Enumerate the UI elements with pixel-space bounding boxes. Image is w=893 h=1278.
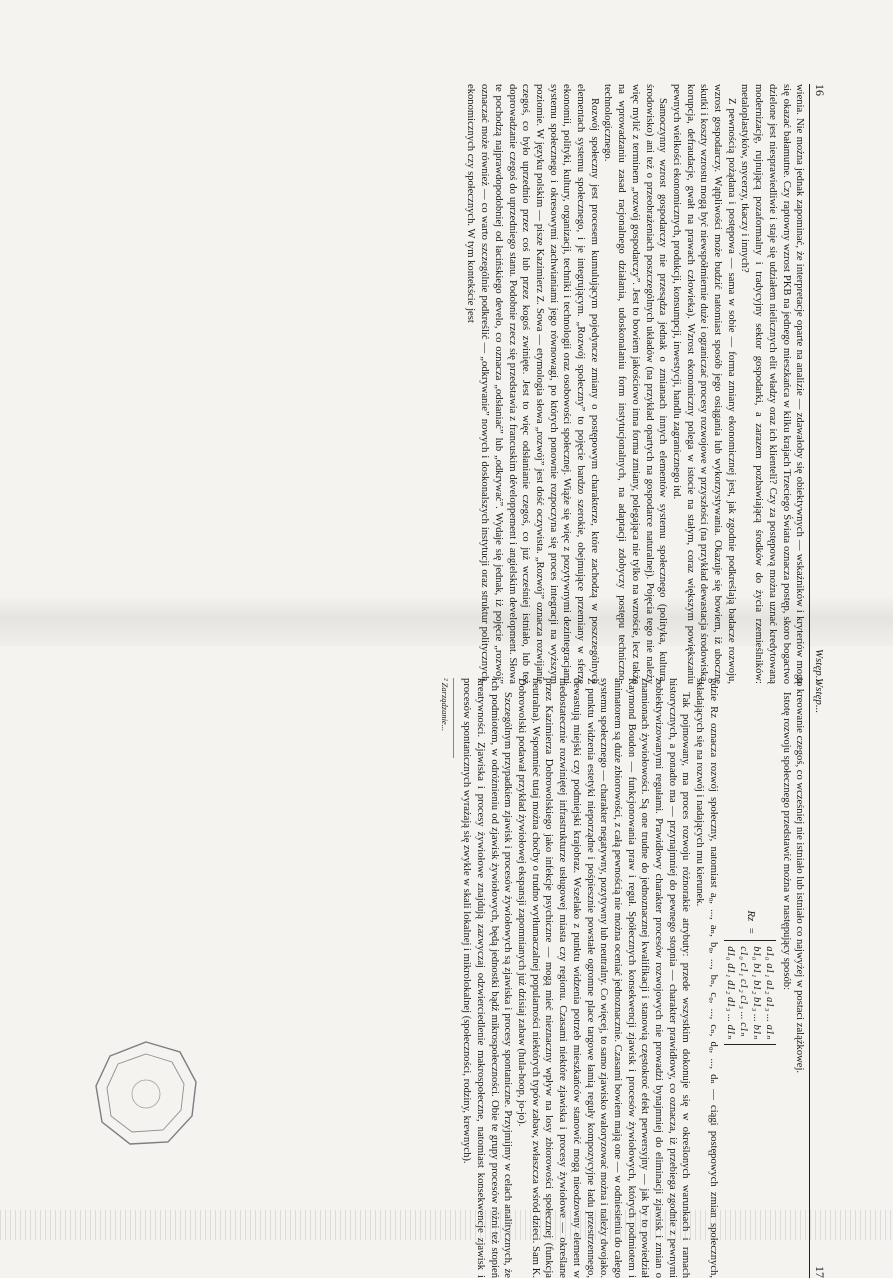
page-17 (437, 678, 826, 1278)
running-head (809, 678, 826, 1278)
page-number: 17 (813, 1266, 827, 1278)
paragraph: Rozwój społeczny jest procesem kumulującym pojedyncze zmiany o postępowym charakterze, które zachodzą w poszczególnych elementach systemu społecznego, i je integrującym. „Rozwój społeczny” to pojęcie bardzo szerokie, obejmujące przemiany w sferze ekonomii, polityki, kultury, organizacji, techniki i technologii oraz osobowości społecznej. Wiąże się więc z pozytywnymi dezintegracjami systemu społecznego i okresowymi zachwianiami jego równowagi, po których ponownie rozpoczyna się proces integracji na wyższym poziomie. W języku polskim — pisze Kazimierz Z. Sowa — etymologia słowa „rozwój” jest dość oczywista. „Rozwój” oznacza rozwijanie czegoś, co było uprzednio przez coś lub przez kogoś zwinięte. Jest to więc odsłanianie czegoś, co już wcześniej istniało, lub też doprowadzanie czegoś do uprzedniego stanu. Podobnie rzecz się przedstawia z francuskim développement i angielskim development. Słowa te pochodzą najprawdopodobniej od łacińskiego develo, co oznacza „odsłaniać” lub „odkrywać”. Wydaje się jednak, iż pojęcie „rozwój” oznaczać może również — co warto szczególnie podkreślić — „odkrywanie” nowych i doskonalszych instytucji oraz struktur politycznych, ekonomicznych czy społecznych. W tym kontekście jest (465, 84, 600, 684)
matrix-row: c1₀ c1₁ c1₂ c1₃ ... c1ₙ (737, 946, 749, 1037)
matrix-row: b1₀ b1₁ b1₂ b1₃ ... b1ₙ (750, 946, 762, 1040)
running-title: Wstęp... (813, 678, 825, 714)
library-stamp-icon (92, 1038, 200, 1148)
formula-matrix (724, 940, 776, 1045)
page-number: 16 (813, 84, 827, 96)
paragraph: Szczególnym przypadkiem zjawisk i procesów żywiołowych są zjawiska i procesy spontaniczne. Przyjmijmy w celach analitycznych, że ich podmiotem, w odróżnieniu od zjawisk żywiołowych, będą jednostki bądź mikrospołeczności. Obie te grupy procesów różni też stopień kreatywności. Zjawiska i procesy żywiołowe znajdują zazwyczaj odzwierciedlenie makrospołeczne, natomiast konsekwencje zjawisk i procesów spontanicznych wyrażają się zwykle w skali lokalnej i mikrolokalnej (społeczności, rodziny, krewnych). (461, 678, 514, 1278)
matrix-row: d1₀ d1₁ d1₂ d1₃ ... d1ₙ (724, 946, 736, 1040)
paragraph: Tak pojmowany, ma proces rozwoju różnorakie atrybuty: przede wszystkim dokonuje się w określonych warunkach i ramach historycznych, a ponadto ma — przynajmniej do pewnego stopnia — charakter prawidłowy, co oznacza, iż przebiega zgodnie z pewnymi zobiektywizowanymi regułami. Prawidłowy charakter procesów rozwojowych nie prowadzi bynajmniej do eliminacji zjawisk i zmian o znamionach żywiołowości. Są one trudne do jednoznacznej kwalifikacji i stanowią częstokroć efekt perwersyjny — jak by to powiedział Raymond Boudon — funkcjonowania praw i reguł. Spółecznych konsekwencji zjawisk i procesów żywiołowych, których podmiotem i animatorem są duże zbiorowości, z całą pewnością nie można oceniać jednoznacznie. Czasami bowiem mają one — w odniesieniu do całego systemu społecznego — charakter negatywny, pozytywny lub neutralny. Co więcej, to samo zjawisko waloryzować można i należy dwojako. Z punktu widzenia estetyki nieporządne i pośpiesznie powstałe ogromne place targowe łamią reguły kompozycyjne ładu przestrzennego, dewastują miejski czy podmiejski krajobraz. Wszelako z punktu widzenia potrzeb mieszkańców stanowić mogą nieodzowny element w niedostatecznie rozwiniętej infrastrukturze usługowej miasta czy regionu. Czasami niektóre zjawiska i procesy żywiołowe — określane przez Kazimierza Dobrowolskiego jako infekcje psychiczne — mogą mieć nieznaczny wpływ na losy zbiorowości społecznej (funkcja neutralna). Wspomnieć tutaj można choćby o trudno wytłumaczalnej popularności niektórych typów zabaw, zwłaszcza wśród dzieci. Sam K. Dobrowolski podawał przykład żywiołowej ekspansji zapomnianych już dzisiaj zabaw (hula-hoop, jo-jo). (516, 678, 692, 1278)
running-title: Wstęp... (813, 648, 825, 684)
paragraph: Z pewnością pożądana i postępowa — sama w sobie — forma zmiany ekonomicznej jest, jak zgodnie podkreślają badacze rozwoju, wzrost gospodarczy. Wątpliwości może budzić natomiast sposób jego osiągania lub wykorzystywania. Okazuje się bowiem, iż uboczne skutki i koszty wzrostu mogą być niewspółmiernie duże i ograniczać procesy rozwojowe w przyszłości (na przykład dewastacja środowiska, korupcja, defraudacje, gwałt na prawach człowieka). Wzrost ekonomiczny polega w istocie na stałym, coraz większym powiększaniu pewnych wielkości ekonomicznych, produkcji, konsumpcji, inwestycji, handlu zagranicznego itd. (670, 84, 737, 684)
paragraph: Samoczynny wzrost gospodarczy nie przesądza jednak o zmianach innych elementów systemu społecznego (polityka, kultura, środowisko) ani też o przeobrażeniach poszczególnych układów (na przykład opartych na gospodarce naturalnej). Pojęcia tego nie należy więc mylić z terminem „rozwój gospodarczy”. Jest to bowiem jakościowo inna forma zmiany, polegająca nie tylko na wzroście, lecz także na wprowadzaniu zasad racjonalnego działania, udoskonalaniu form instytucjonalnych, na adaptacji zdobyczy postępu techniczno-technologicznego. (602, 84, 669, 684)
matrix-row: a1₀ a1₁ a1₂ a1₃ ... a1ₙ (763, 946, 775, 1040)
scan-noise (0, 1210, 893, 1240)
formula-lead: Istotę rozwoju społecznego przedstawić można w następujący sposób: (780, 692, 792, 991)
paragraph: wienia. Nie można jednak zapominać, że interpretacje oparte na analizie — zdawałoby się obiektywnych — wskaźników i kryteriów mogą się okazać bałamutne. Czy raptowny wzrost PKB na jednego mieszkańca w kilku krajach Trzeciego Świata oznacza postęp, skoro bogactwo dzielone jest niesprawiedliwie i staje się udziałem nielicznych elit władzy oraz ich klienteli? Czy za postępową można uznać kredytowaną modernizację, rujnującą pozaformalny i tradycyjny sektor gospodarki, a zarazem pozbawiającą środków do życia rzemieślników: metaloplastyków, snycerzy, tkaczy i innych? (739, 84, 806, 684)
footnote: ² Zarządzanie... (437, 678, 454, 758)
paragraph: to kreowanie czegoś, co wcześniej nie istniało lub istniało co najwyżej w postaci zalążkowej. (794, 678, 806, 1074)
page-16 (464, 84, 826, 684)
paragraph: gdzie Rz oznacza rozwój społeczny, natomiast a₀, ..., aₙ, b₀, ..., bₙ, c₀, ..., cₙ, d₀, ..., dₙ — ciągi postępowych zmian społecznych, składających się na rozwój i nadających mu kierunek. (694, 678, 719, 1278)
running-head (809, 84, 826, 684)
development-formula: Rz = a1₀ a1₁ a1₂ a1₃ ... a1ₙ b1₀ b1₁ b1₂ b1₃ ... b1ₙ c1₀ c1₁ c1₂ c1₃ ... c1ₙ d1₀ d1₁ d1₂ d1₃ ... d1ₙ (724, 678, 776, 1278)
formula-label: Rz (744, 910, 756, 922)
